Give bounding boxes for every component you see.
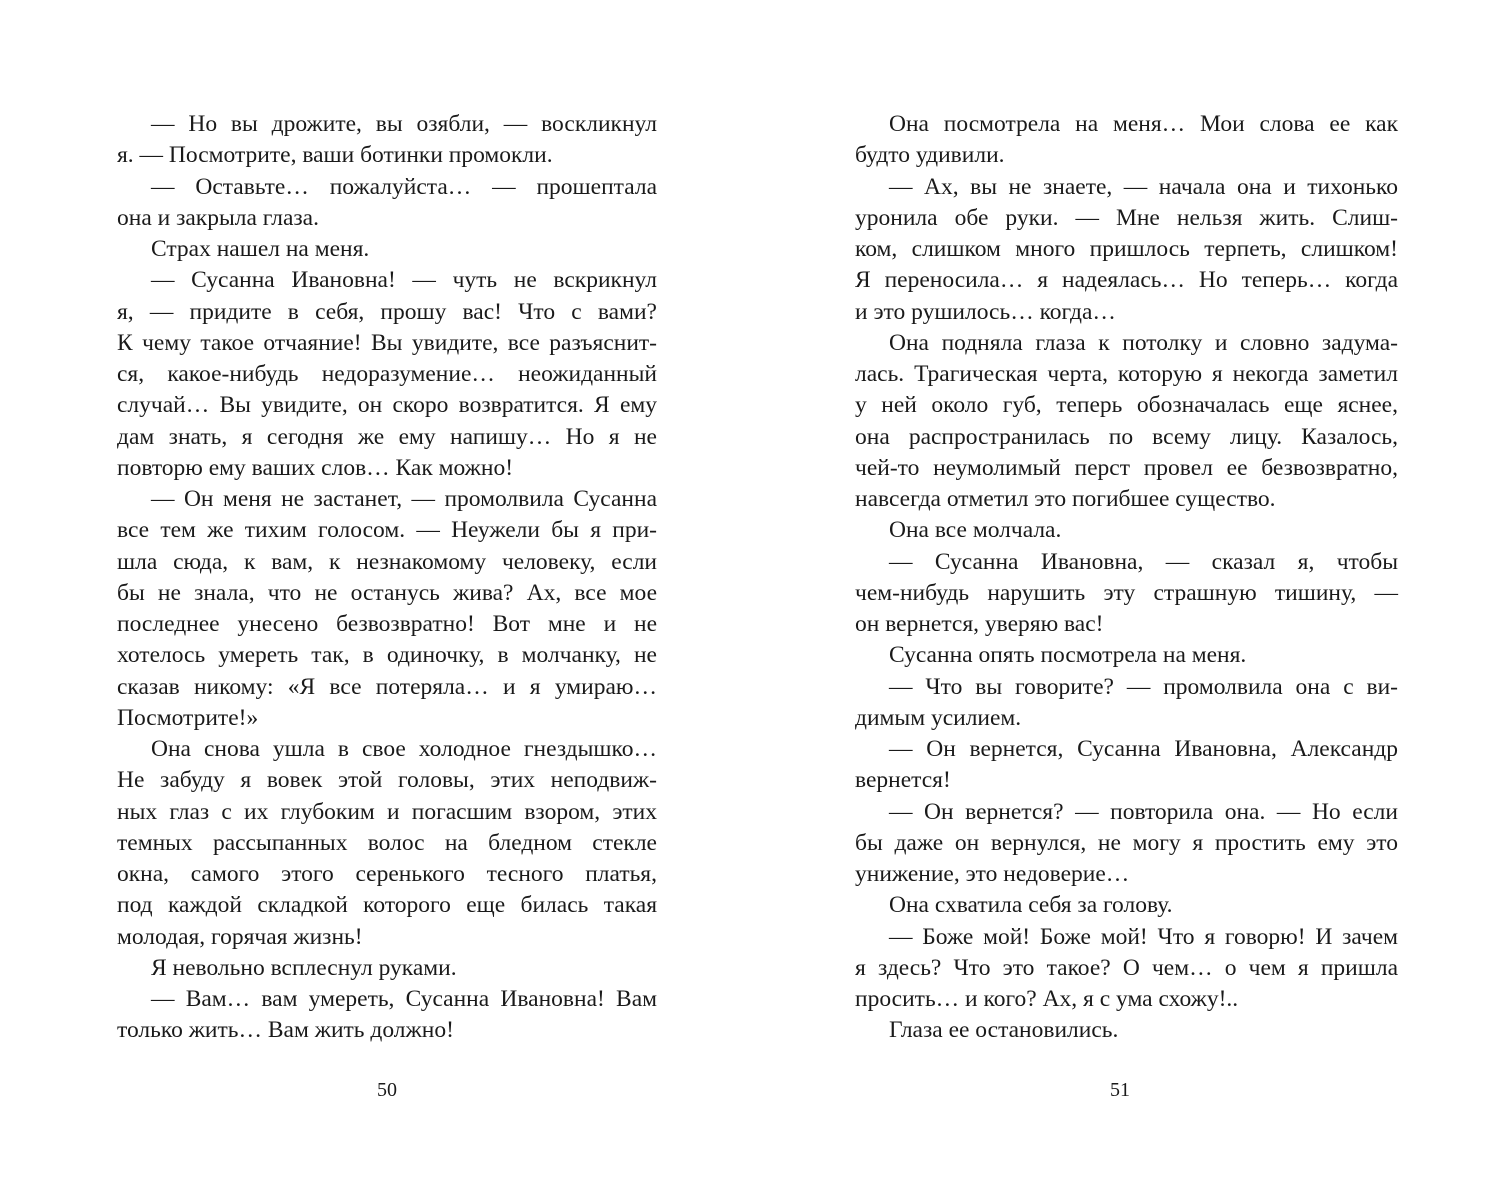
right-page-text [855, 109, 1398, 1047]
text-line: лась. Трагическая черта, которую я некогда заметил [855, 361, 1398, 387]
text-line: Посмотрите!» [117, 704, 259, 731]
text-line: шла сюда, к вам, к незнакомому человеку, если [117, 548, 657, 575]
text-line: ных глаз с их глубоким и погасшим взором, этих [117, 798, 657, 825]
text-line: Она схватила себя за голову. [889, 892, 1173, 919]
text-line: бы даже он вернулся, не могу я простить ему это [855, 829, 1398, 856]
text-line: она распространилась по всему лицу. Казалось, [855, 423, 1398, 450]
text-line: — Боже мой! Боже мой! Что я говорю! И зачем [889, 923, 1398, 950]
text-line: повторю ему ваших слов… Как можно! [117, 454, 514, 481]
text-line: случай… Вы увидите, он скоро возвратится. Я ему [117, 392, 657, 419]
text-line: сказав никому: «Я все потеряла… и я умираю… [117, 673, 657, 700]
text-line: чей-то неумолимый перст провел ее безвозвратно, [855, 454, 1398, 481]
text-line: окна, самого этого серенького тесного платья, [117, 861, 657, 887]
left-page-text [117, 109, 657, 1047]
text-line: Страх нашел на меня. [151, 236, 370, 262]
text-line: унижение, это недоверие… [855, 861, 1130, 887]
text-line: у ней около губ, теперь обозначалась еще яснее, [855, 392, 1398, 419]
text-line: последнее унесено безвозвратно! Вот мне и не [117, 611, 657, 637]
text-line: вернется! [855, 767, 951, 794]
right-page-number: 51 [1110, 1079, 1130, 1101]
text-line: — Сусанна Ивановна! — чуть не вскрикнул [151, 267, 657, 294]
text-line: под каждой складкой которого еще билась такая [117, 892, 657, 919]
text-line: Она подняла глаза к потолку и словно задума- [889, 329, 1398, 356]
text-line: димым усилием. [855, 704, 1022, 731]
text-line: он вернется, уверяю вас! [855, 611, 1104, 637]
text-line: Она снова ушла в свое холодное гнездышко… [151, 736, 657, 762]
text-line: я здесь? Что это такое? О чем… о чем я пришла [855, 954, 1398, 981]
text-line: Я невольно всплеснул руками. [151, 954, 457, 981]
text-line: Сусанна опять посмотрела на меня. [889, 642, 1247, 669]
text-line: все тем же тихим голосом. — Неужели бы я при- [117, 517, 657, 544]
text-line: дам знать, я сегодня же ему напишу… Но я не [117, 423, 657, 450]
text-line: — Ах, вы не знаете, — начала она и тихонько [889, 173, 1398, 200]
text-line: — Сусанна Ивановна, — сказал я, чтобы [889, 548, 1398, 575]
text-line: — Но вы дрожите, вы озябли, — воскликнул [151, 111, 657, 137]
text-line: К чему такое отчаяние! Вы увидите, все разъяснит- [117, 329, 657, 356]
text-line: уронила обе руки. — Мне нельзя жить. Слиш- [855, 204, 1398, 231]
text-line: — Он вернется, Сусанна Ивановна, Александр [889, 736, 1398, 762]
text-line: я, — придите в себя, прошу вас! Что с вами? [117, 298, 657, 325]
text-line: и это рушилось… когда… [855, 298, 1116, 325]
text-line: я. — Посмотрите, ваши ботинки промокли. [117, 142, 553, 169]
text-line: ся, какое-нибудь недоразумение… неожиданный [117, 361, 657, 387]
text-line: молодая, горячая жизнь! [117, 923, 363, 950]
text-line: Она все молчала. [889, 517, 1062, 544]
text-line: — Оставьте… пожалуйста… — прошептала [151, 173, 657, 200]
text-line: просить… и кого? Ах, я с ума схожу!.. [855, 986, 1239, 1012]
text-line: хотелось умереть так, в одиночку, в молчанку, не [117, 642, 657, 669]
text-line: только жить… Вам жить должно! [117, 1017, 454, 1044]
text-line: — Вам… вам умереть, Сусанна Ивановна! Вам [151, 986, 657, 1012]
text-line: навсегда отметил это погибшее существо. [855, 486, 1276, 512]
text-line: будто удивили. [855, 142, 1005, 169]
text-line: — Что вы говорите? — промолвила она с ви- [889, 673, 1398, 700]
left-page-number: 50 [377, 1079, 397, 1101]
right-page [756, 0, 1512, 1181]
text-line: Не забуду я вовек этой головы, этих неподвиж- [117, 767, 657, 794]
text-line: темных рассыпанных волос на бледном стекле [117, 829, 657, 856]
text-line: Она посмотрела на меня… Мои слова ее как [889, 111, 1398, 137]
text-line: бы не знала, что не останусь жива? Ах, все мое [117, 579, 657, 606]
text-line: — Он вернется? — повторила она. — Но если [889, 798, 1398, 825]
text-line: она и закрыла глаза. [117, 204, 319, 231]
text-line: Глаза ее остановились. [889, 1017, 1119, 1044]
text-line: Я переносила… я надеялась… Но теперь… когда [855, 267, 1398, 294]
text-line: чем-нибудь нарушить эту страшную тишину, — [855, 579, 1398, 606]
text-line: — Он меня не застанет, — промолвила Сусанна [151, 486, 657, 512]
text-line: ком, слишком много пришлось терпеть, слишком! [855, 236, 1398, 262]
